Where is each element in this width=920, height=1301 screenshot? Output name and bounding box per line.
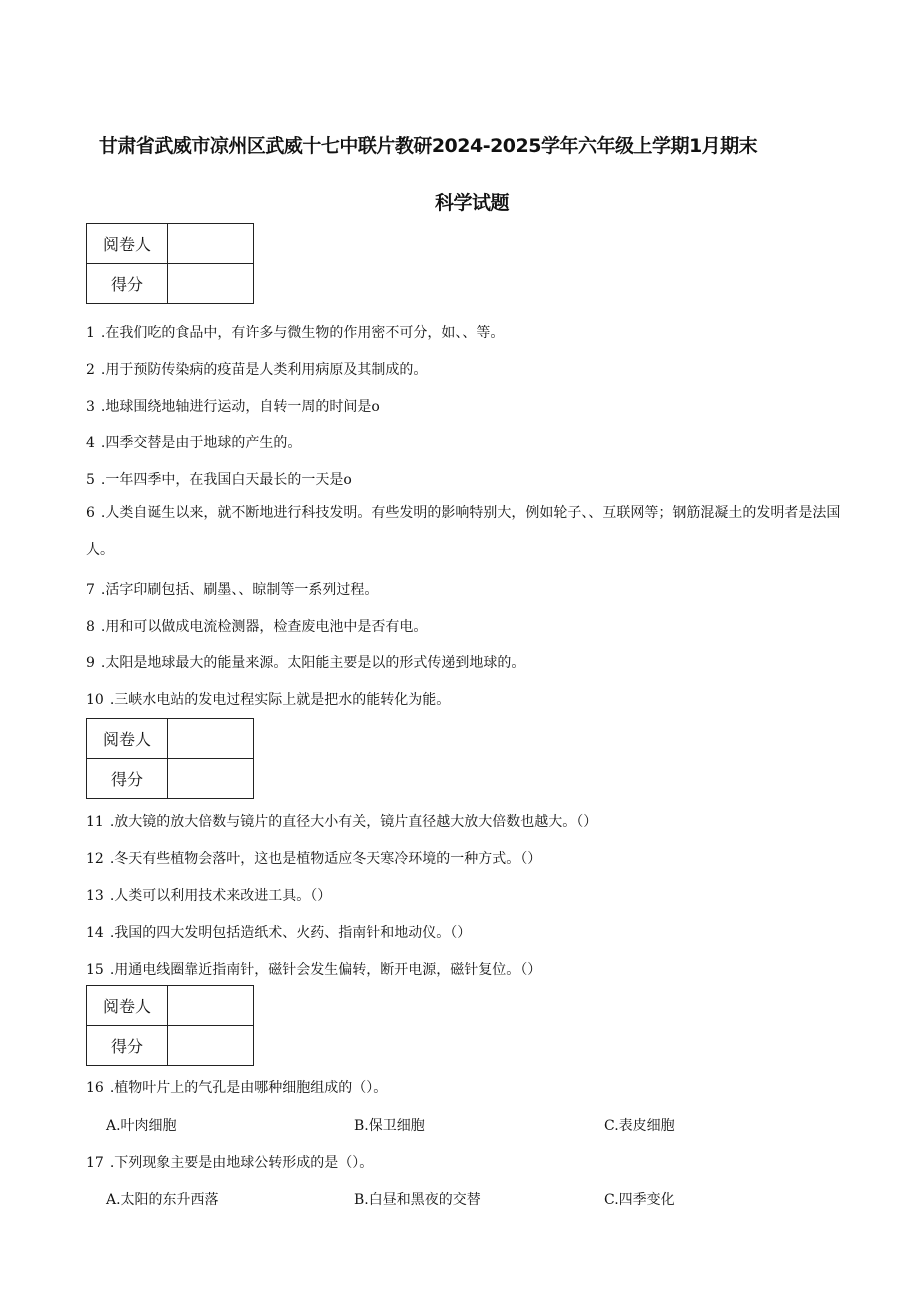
choice-option[interactable]: C.表皮细胞 [604,1118,675,1134]
question-number: 9 [86,655,95,671]
reviewer-label: 阅卷人 [87,719,168,759]
question-item [86,652,525,672]
document-title-line-1: 甘肃省武威市凉州区武威十七中联片教研2024-2025学年六年级上学期1月期末 [98,135,758,157]
question-number: 17 [86,1155,104,1171]
reviewer-cell[interactable] [168,986,254,1026]
choice-option[interactable]: B.保卫细胞 [354,1118,425,1134]
question-number: 10 [86,692,104,708]
question-number: 4 [86,435,95,451]
question-item [86,616,427,636]
question-item [86,396,380,416]
question-number: 1 [86,325,95,341]
question-item [86,811,597,831]
question-item [86,959,541,979]
question-item [86,689,450,709]
question-number: 11 [86,814,104,830]
question-number: 5 [86,472,95,488]
choice-option[interactable]: A.太阳的东升西落 [106,1192,219,1208]
question-text: .用于预防传染病的疫苗是人类利用病原及其制成的。 [100,362,428,378]
question-text: .人类可以利用技术来改进工具。（） [109,888,332,904]
question-text: .三峡水电站的发电过程实际上就是把水的能转化为能。 [109,692,451,708]
question-number: 6 [86,505,95,521]
document-title-line-2: 科学试题 [434,192,509,214]
question-number: 13 [86,888,104,904]
question-item [86,469,352,489]
question-number: 16 [86,1080,104,1096]
question-number: 12 [86,851,104,867]
question-text: .在我们吃的食品中，有许多与微生物的作用密不可分，如、、等。 [100,325,505,341]
question-text: .用通电线圈靠近指南针，磁针会发生偏转，断开电源，磁针复位。（） [109,962,542,978]
question-number: 2 [86,362,95,378]
score-cell[interactable] [168,759,254,799]
reviewer-cell[interactable] [168,719,254,759]
score-label: 得分 [87,1026,168,1066]
score-table [86,985,254,1066]
score-table [86,223,254,304]
question-text: .我国的四大发明包括造纸术、火药、指南针和地动仪。（） [109,925,472,941]
question-text: .冬天有些植物会落叶，这也是植物适应冬天寒冷环境的一种方式。（） [109,851,542,867]
question-number: 15 [86,962,104,978]
question-text: .地球围绕地轴进行运动，自转一周的时间是o [100,399,380,415]
question-text: .活字印刷包括、刷墨、、晾制等一系列过程。 [100,582,379,598]
question-item [86,885,331,905]
question-item [86,432,301,452]
question-item [86,322,504,342]
question-number: 3 [86,399,95,415]
question-text: .植物叶片上的气孔是由哪种细胞组成的（）。 [109,1080,388,1096]
choice-option[interactable]: A.叶肉细胞 [106,1118,177,1134]
question-number: 8 [86,619,95,635]
question-text: .放大镜的放大倍数与镜片的直径大小有关，镜片直径越大放大倍数也越大。（） [109,814,598,830]
reviewer-cell[interactable] [168,224,254,264]
question-item [86,579,378,599]
question-item [86,922,471,942]
question-item [86,1152,373,1172]
question-text: .太阳是地球最大的能量来源。太阳能主要是以的形式传递到地球的。 [100,655,526,671]
question-text: .人类自诞生以来，就不断地进行科技发明。有些发明的影响特别大，例如轮子、、互联网等；钢筋混凝土的发明者是法国人。 [86,505,841,558]
score-label: 得分 [87,759,168,799]
score-cell[interactable] [168,264,254,304]
question-item [86,1077,387,1097]
reviewer-label: 阅卷人 [87,224,168,264]
reviewer-label: 阅卷人 [87,986,168,1026]
question-text: .四季交替是由于地球的产生的。 [100,435,302,451]
score-cell[interactable] [168,1026,254,1066]
question-item [86,359,427,379]
question-item [86,495,866,569]
choice-option[interactable]: C.四季变化 [604,1192,675,1208]
question-text: .一年四季中，在我国白天最长的一天是o [100,472,352,488]
question-item [86,848,541,868]
score-label: 得分 [87,264,168,304]
question-number: 7 [86,582,95,598]
question-text: .下列现象主要是由地球公转形成的是（）。 [109,1155,374,1171]
question-text: .用和可以做成电流检测器，检查废电池中是否有电。 [100,619,428,635]
question-number: 14 [86,925,104,941]
score-table [86,718,254,799]
choice-option[interactable]: B.白昼和黑夜的交替 [354,1192,481,1208]
